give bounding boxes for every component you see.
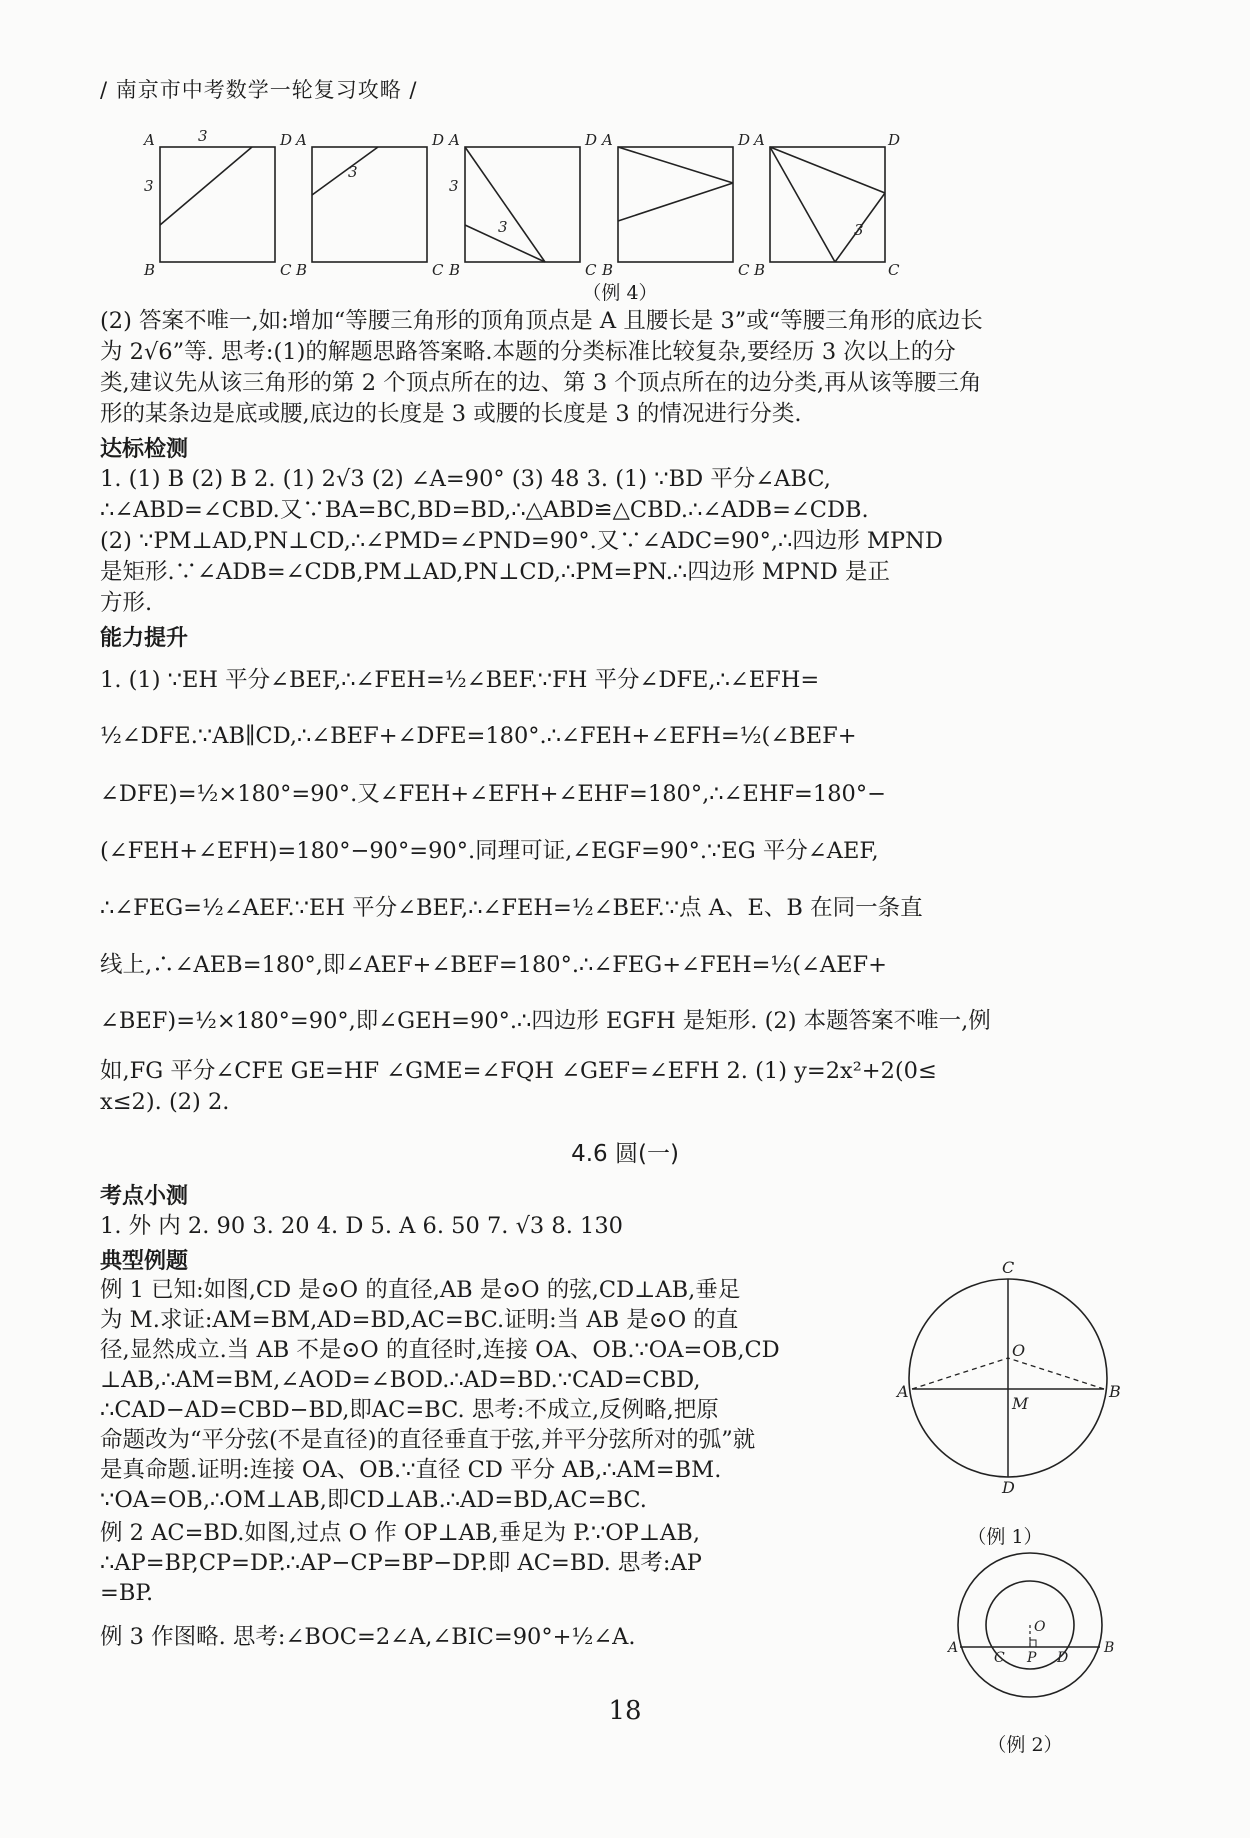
text-line: ∴CAD−AD=CBD−BD,即AC=BC. 思考:不成立,反例略,把原 [100, 1397, 719, 1423]
square-5 [770, 147, 885, 262]
text-line: ∠BEF)=½×180°=90°,即∠GEH=90°.∴四边形 EGFH 是矩形. (2) 本题答案不唯一,例 [100, 1008, 991, 1034]
segment-4a [618, 147, 733, 183]
square-2 [312, 147, 427, 262]
text-line: x≤2). (2) 2. [100, 1089, 230, 1115]
label-A: A [602, 131, 613, 149]
example1-caption: （例 1） [967, 1526, 1043, 1548]
label-B: B [1104, 1640, 1115, 1656]
segment-2 [312, 147, 378, 195]
label-B: B [602, 261, 614, 279]
label-A: A [897, 1382, 909, 1401]
text-line: 类,建议先从该三角形的第 2 个顶点所在的边、第 3 个顶点所在的边分类,再从该等腰三角 [100, 370, 982, 396]
text-line: (2) ∵PM⊥AD,PN⊥CD,∴∠PMD=∠PND=90°.又∵∠ADC=90°,∴四边形 MPND [100, 528, 943, 554]
example1-figure [895, 1245, 1130, 1497]
right-angle-mark [1030, 1640, 1036, 1647]
label-C: C [280, 261, 292, 279]
label-3: 3 [198, 127, 208, 145]
text-line: 径,显然成立.当 AB 不是⊙O 的直径时,连接 OA、OB.∵OA=OB,CD [100, 1337, 780, 1363]
text-line: (∠FEH+∠EFH)=180°−90°=90°.同理可证,∠EGF=90°.∵EG 平分∠AEF, [100, 838, 879, 864]
label-B: B [296, 261, 308, 279]
text-line: 例 3 作图略. 思考:∠BOC=2∠A,∠BIC=90°+½∠A. [100, 1624, 636, 1650]
label-A: A [449, 131, 460, 149]
text-line: 例 1 已知:如图,CD 是⊙O 的直径,AB 是⊙O 的弦,CD⊥AB,垂足 [100, 1277, 741, 1303]
label-D: D [1057, 1650, 1069, 1666]
segment-5b [770, 147, 835, 262]
label-C: C [888, 261, 900, 279]
text-line: ∴AP=BP,CP=DP.∴AP−CP=BP−DP.即 AC=BD. 思考:AP [100, 1550, 702, 1576]
example4-figure [140, 125, 920, 279]
label-P: P [1027, 1650, 1037, 1666]
text-line: ∠DFE)=½×180°=90°.又∠FEH+∠EFH+∠EHF=180°,∴∠EHF=180°− [100, 781, 886, 807]
label-A: A [296, 131, 307, 149]
label-C: C [994, 1650, 1005, 1666]
label-C: C [738, 261, 750, 279]
label-D: D [738, 131, 751, 149]
text-line: 为 2√6”等. 思考:(1)的解题思路答案略.本题的分类标准比较复杂,要经历 3 次以上的分 [100, 339, 956, 365]
label-D: D [888, 131, 901, 149]
example2-caption: （例 2） [987, 1734, 1063, 1756]
text-line: 1. 外 内 2. 90 3. 20 4. D 5. A 6. 50 7. √3 8. 130 [100, 1213, 623, 1239]
label-3: 3 [348, 163, 358, 181]
label-O: O [1034, 1619, 1046, 1635]
segment-5a [770, 147, 885, 193]
text-line: ⊥AB,∴AM=BM,∠AOD=∠BOD.∴AD=BD.∵CAD=CBD, [100, 1367, 701, 1393]
segment-4b [618, 183, 733, 221]
label-C: C [432, 261, 444, 279]
label-D: D [280, 131, 293, 149]
text-line: ∵OA=OB,∴OM⊥AB,即CD⊥AB.∴AD=BD,AC=BC. [100, 1487, 647, 1513]
radius-ob [1008, 1358, 1104, 1389]
text-line: =BP. [100, 1580, 154, 1606]
segment-1 [160, 147, 252, 225]
section-heading-kaodian: 考点小测 [100, 1184, 189, 1209]
square-3 [465, 147, 580, 262]
running-header: / 南京市中考数学一轮复习攻略 / [100, 78, 418, 102]
square-1 [160, 147, 275, 262]
text-line: 1. (1) B (2) B 2. (1) 2√3 (2) ∠A=90° (3) 48 3. (1) ∵BD 平分∠ABC, [100, 466, 831, 492]
example2-figure [930, 1555, 1135, 1715]
section-title: 4.6 圆(一) [571, 1141, 679, 1167]
label-3: 3 [854, 221, 864, 239]
section-heading-dabiao: 达标检测 [100, 437, 189, 462]
example4-caption: （例 4） [582, 282, 658, 304]
text-line: 如,FG 平分∠CFE GE=HF ∠GME=∠FQH ∠GEF=∠EFH 2. (1) y=2x²+2(0≤ [100, 1058, 937, 1084]
text-line: 例 2 AC=BD.如图,过点 O 作 OP⊥AB,垂足为 P.∵OP⊥AB, [100, 1520, 700, 1546]
label-3: 3 [498, 218, 508, 236]
label-D: D [585, 131, 598, 149]
label-3: 3 [449, 177, 459, 195]
label-D: D [1002, 1478, 1015, 1497]
label-3: 3 [144, 177, 154, 195]
label-C: C [585, 261, 597, 279]
label-A: A [144, 131, 155, 149]
segment-3a [465, 147, 545, 262]
text-line: ½∠DFE.∵AB∥CD,∴∠BEF+∠DFE=180°.∴∠FEH+∠EFH=½(∠BEF+ [100, 723, 857, 749]
text-line: ∴∠ABD=∠CBD.又∵BA=BC,BD=BD,∴△ABD≌△CBD.∴∠ADB=∠CDB. [100, 497, 869, 523]
text-line: ∴∠FEG=½∠AEF.∵EH 平分∠BEF,∴∠FEH=½∠BEF.∵点 A、E、B 在同一条直 [100, 895, 923, 921]
text-line: (2) 答案不唯一,如:增加“等腰三角形的顶角顶点是 A 且腰长是 3”或“等腰三角形的底边长 [100, 308, 983, 334]
radius-oa [912, 1358, 1008, 1389]
page-number: 18 [608, 1696, 642, 1726]
label-A: A [754, 131, 765, 149]
label-B: B [144, 261, 156, 279]
section-heading-dianxing: 典型例题 [100, 1249, 189, 1274]
section-heading-nengli: 能力提升 [100, 626, 189, 651]
label-B: B [449, 261, 461, 279]
text-line: 形的某条边是底或腰,底边的长度是 3 或腰的长度是 3 的情况进行分类. [100, 401, 802, 427]
label-B: B [754, 261, 766, 279]
label-D: D [432, 131, 445, 149]
label-B: B [1109, 1382, 1121, 1401]
text-line: 是真命题.证明:连接 OA、OB.∵直径 CD 平分 AB,∴AM=BM. [100, 1457, 722, 1483]
text-line: 命题改为“平分弦(不是直径)的直径垂直于弦,并平分弦所对的弧”就 [100, 1427, 756, 1453]
label-O: O [1012, 1341, 1026, 1360]
label-C: C [1002, 1258, 1015, 1277]
text-line: 是矩形.∵∠ADB=∠CDB,PM⊥AD,PN⊥CD,∴PM=PN.∴四边形 MPND 是正 [100, 559, 890, 585]
label-A: A [948, 1640, 959, 1656]
text-line: 为 M.求证:AM=BM,AD=BD,AC=BC.证明:当 AB 是⊙O 的直 [100, 1307, 739, 1333]
text-line: 线上,∴∠AEB=180°,即∠AEF+∠BEF=180°.∴∠FEG+∠FEH=½(∠AEF+ [100, 952, 887, 978]
label-M: M [1012, 1394, 1029, 1413]
text-line: 1. (1) ∵EH 平分∠BEF,∴∠FEH=½∠BEF.∵FH 平分∠DFE,∴∠EFH= [100, 667, 820, 693]
text-line: 方形. [100, 590, 153, 616]
